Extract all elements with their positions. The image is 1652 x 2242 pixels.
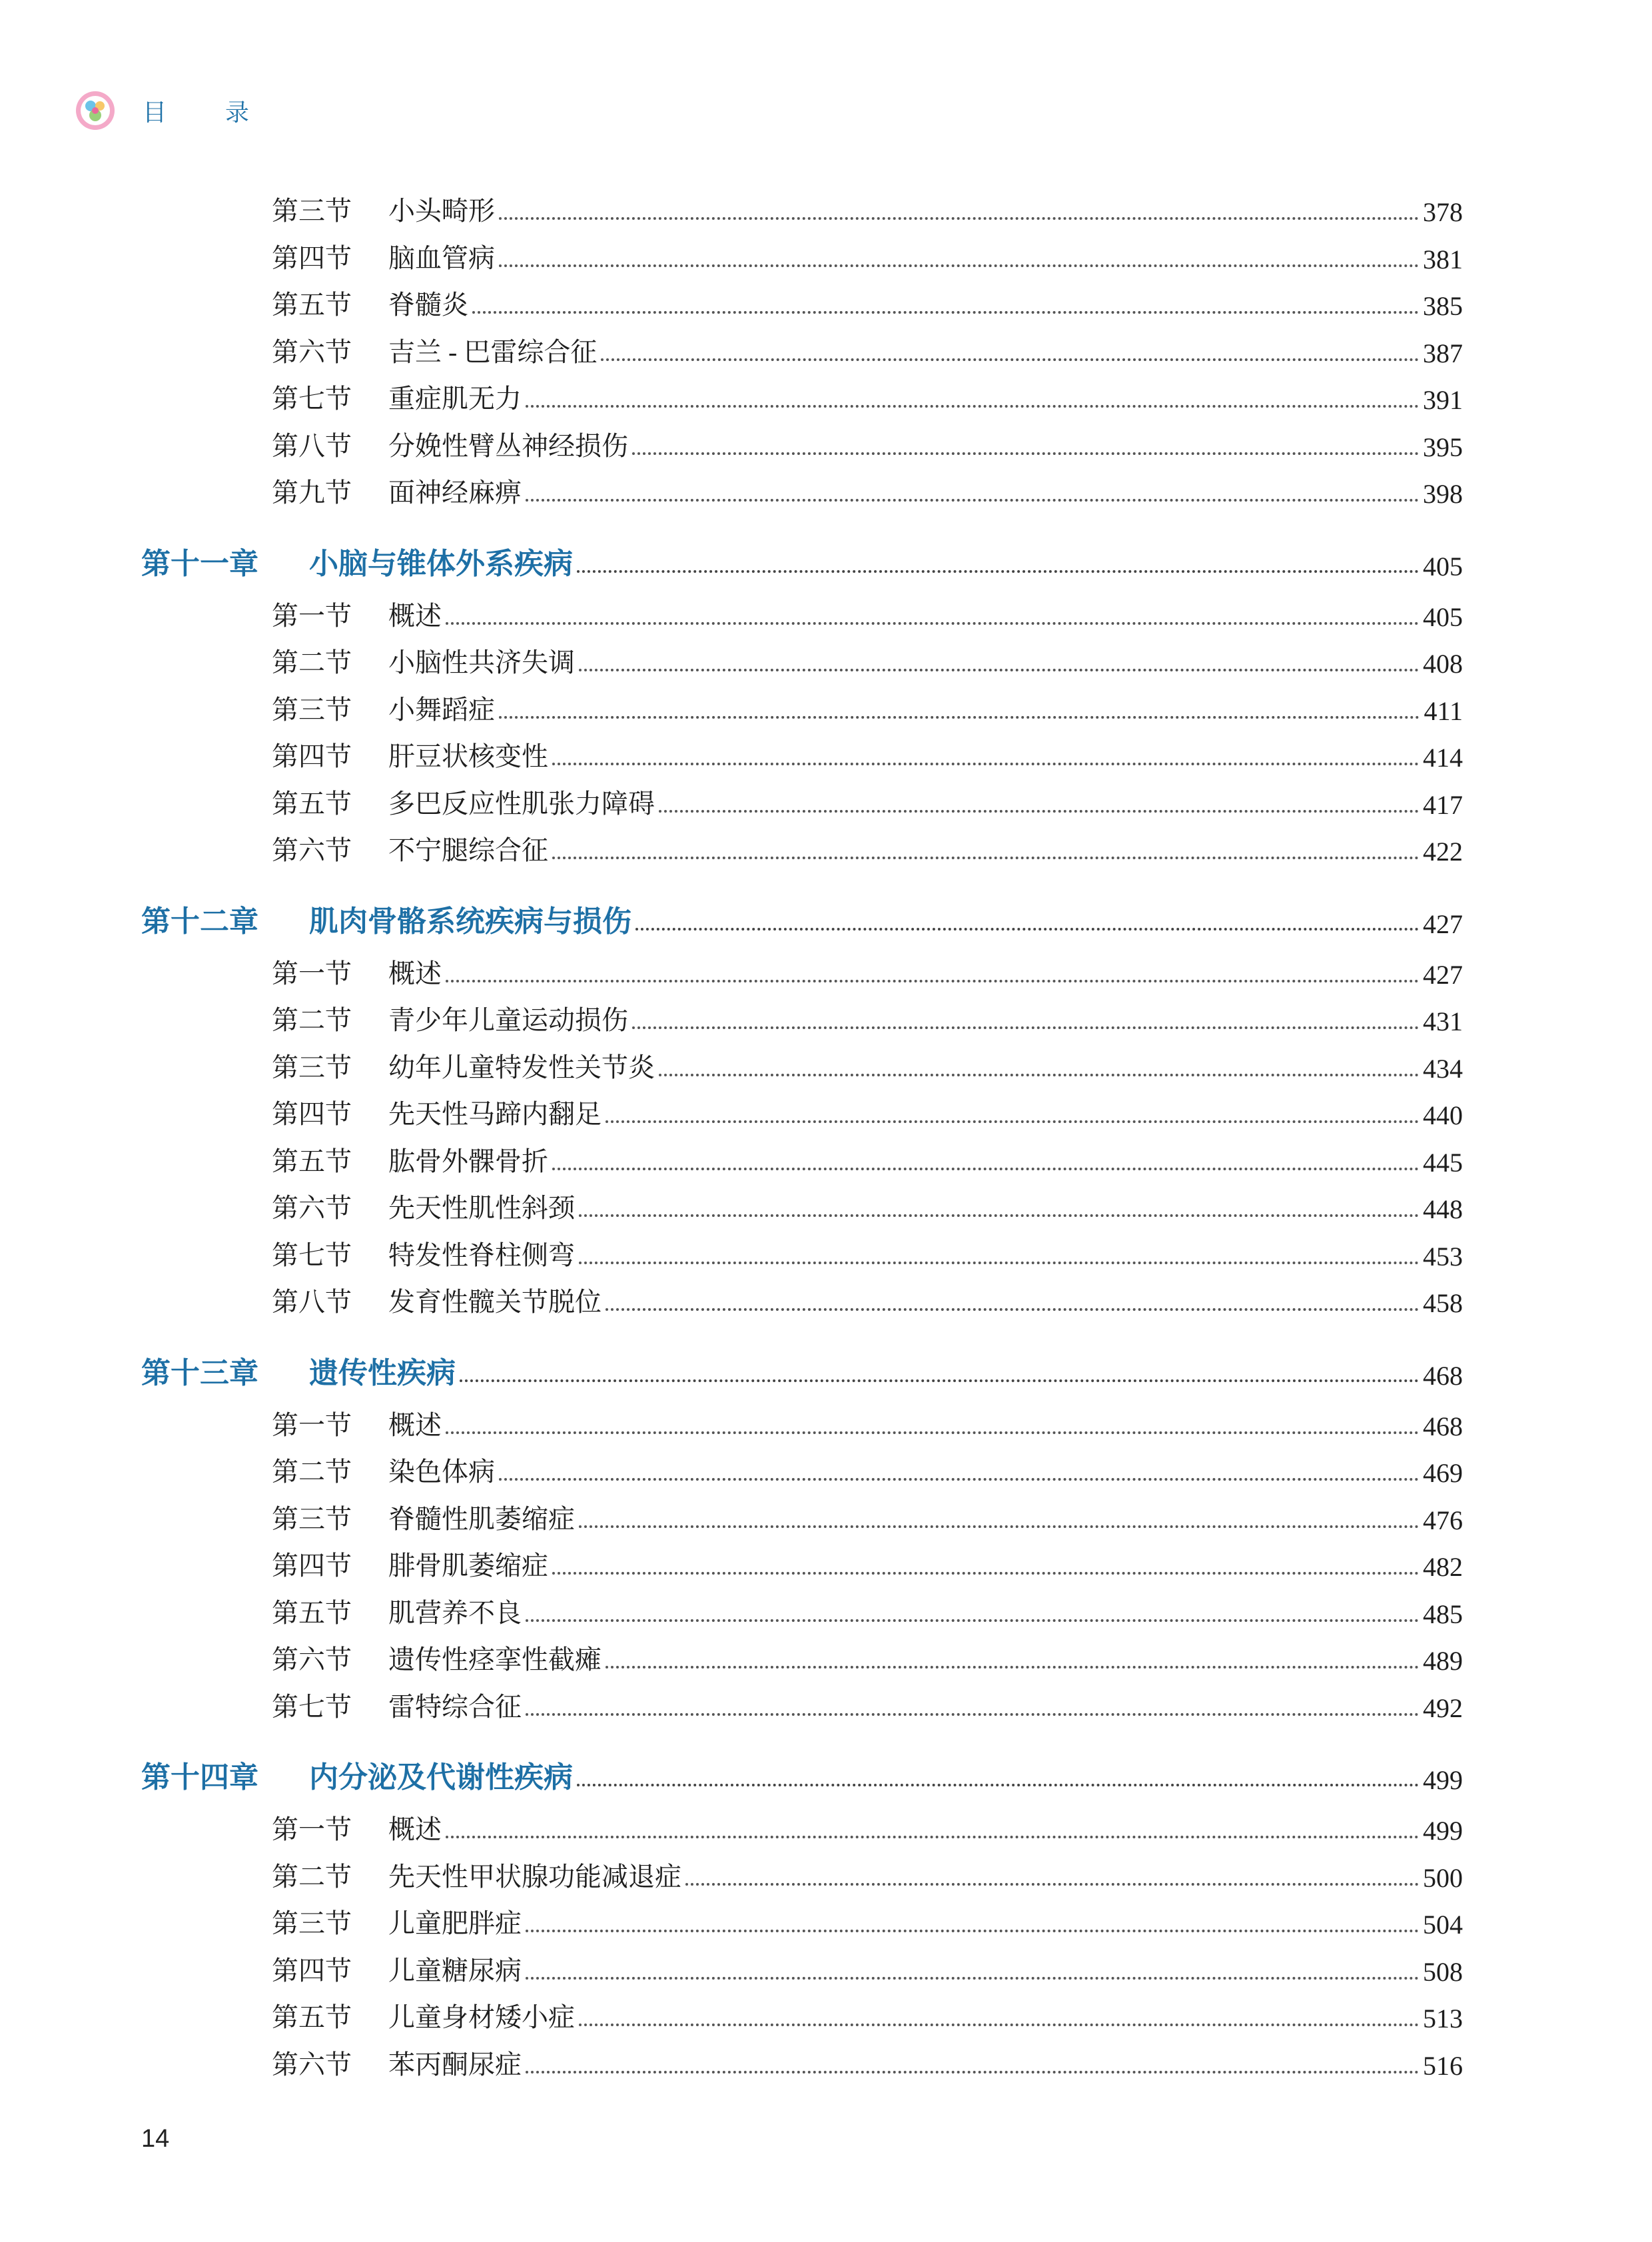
toc-section-row[interactable] bbox=[272, 1900, 1463, 1940]
section-label: 第五节 bbox=[272, 788, 352, 819]
page-ref: 434 bbox=[1423, 1053, 1463, 1084]
section-label: 第三节 bbox=[272, 1052, 352, 1082]
dot-leader bbox=[659, 1074, 1419, 1076]
page-ref: 499 bbox=[1423, 1765, 1463, 1795]
dot-leader bbox=[460, 1379, 1419, 1382]
dot-leader bbox=[577, 570, 1419, 573]
dot-leader bbox=[446, 622, 1419, 625]
section-label: 第六节 bbox=[272, 1193, 352, 1223]
page-ref: 482 bbox=[1423, 1552, 1463, 1582]
toc-section-row[interactable] bbox=[272, 470, 1463, 510]
dot-leader bbox=[526, 405, 1419, 408]
dot-leader bbox=[526, 499, 1419, 502]
section-label: 第七节 bbox=[272, 1691, 352, 1722]
section-label: 第四节 bbox=[272, 1955, 352, 1986]
section-label: 第五节 bbox=[272, 1146, 352, 1176]
page-ref: 500 bbox=[1423, 1862, 1463, 1893]
toc-section-row[interactable] bbox=[272, 235, 1463, 275]
toc-section-row[interactable] bbox=[272, 1684, 1463, 1724]
dot-leader bbox=[446, 1431, 1419, 1434]
section-title: 概述 bbox=[388, 1409, 442, 1440]
dot-leader bbox=[577, 1784, 1419, 1786]
section-title: 发育性髋关节脱位 bbox=[388, 1287, 602, 1317]
section-title: 染色体病 bbox=[388, 1457, 495, 1487]
section-title: 腓骨肌萎缩症 bbox=[388, 1551, 548, 1581]
page-ref: 453 bbox=[1423, 1241, 1463, 1272]
chapter-label: 第十二章 bbox=[141, 904, 258, 938]
page-number: 14 bbox=[141, 2125, 170, 2153]
section-label: 第四节 bbox=[272, 1099, 352, 1129]
colorful-circle-logo-icon bbox=[75, 90, 116, 131]
toc-section-row[interactable] bbox=[272, 1948, 1463, 1988]
section-title: 多巴反应性肌张力障碍 bbox=[388, 788, 655, 819]
page-ref: 405 bbox=[1423, 601, 1463, 632]
section-title: 脑血管病 bbox=[388, 242, 495, 273]
page-ref: 411 bbox=[1424, 695, 1463, 726]
section-title: 吉兰 - 巴雷综合征 bbox=[388, 336, 598, 367]
dot-leader bbox=[601, 358, 1419, 361]
section-label: 第三节 bbox=[272, 1503, 352, 1534]
page-ref: 445 bbox=[1423, 1147, 1463, 1178]
dot-leader bbox=[446, 980, 1419, 982]
toc-chapter-row[interactable] bbox=[141, 538, 1463, 582]
page-ref: 387 bbox=[1423, 338, 1463, 368]
page-ref: 489 bbox=[1423, 1646, 1463, 1676]
toc-section-row[interactable] bbox=[272, 1402, 1463, 1442]
page-ref: 417 bbox=[1423, 789, 1463, 820]
section-label: 第七节 bbox=[272, 1240, 352, 1270]
page-ref: 476 bbox=[1423, 1505, 1463, 1535]
dot-leader bbox=[526, 1977, 1419, 1980]
section-label: 第五节 bbox=[272, 2002, 352, 2032]
toc-section-row[interactable] bbox=[272, 1449, 1463, 1489]
section-label: 第四节 bbox=[272, 1551, 352, 1581]
dot-leader bbox=[659, 810, 1419, 813]
chapter-title: 小脑与锥体外系疾病 bbox=[309, 546, 573, 581]
toc-section-row[interactable] bbox=[272, 733, 1463, 773]
section-title: 肌营养不良 bbox=[388, 1597, 522, 1628]
dot-leader bbox=[526, 2071, 1419, 2073]
dot-leader bbox=[499, 217, 1419, 220]
section-title: 儿童身材矮小症 bbox=[388, 2002, 575, 2032]
toc-section-row[interactable] bbox=[272, 1543, 1463, 1583]
toc-chapter-row[interactable] bbox=[141, 896, 1463, 940]
section-title: 分娩性臂丛神经损伤 bbox=[388, 430, 628, 461]
dot-leader bbox=[579, 669, 1419, 671]
section-title: 特发性脊柱侧弯 bbox=[388, 1240, 575, 1270]
page-ref: 398 bbox=[1423, 479, 1463, 509]
section-title: 雷特综合征 bbox=[388, 1691, 522, 1722]
dot-leader bbox=[635, 928, 1419, 931]
section-label: 第三节 bbox=[272, 196, 352, 226]
page-ref: 468 bbox=[1423, 1360, 1463, 1391]
dot-leader bbox=[579, 2024, 1419, 2026]
section-title: 先天性肌性斜颈 bbox=[388, 1193, 575, 1223]
section-title: 幼年儿童特发性关节炎 bbox=[388, 1052, 655, 1082]
section-title: 概述 bbox=[388, 958, 442, 988]
dot-leader bbox=[526, 1930, 1419, 1932]
section-label: 第一节 bbox=[272, 958, 352, 988]
chapter-title: 内分泌及代谢性疾病 bbox=[309, 1760, 573, 1794]
page-ref: 504 bbox=[1423, 1910, 1463, 1940]
dot-leader bbox=[472, 311, 1419, 314]
page-ref: 448 bbox=[1423, 1194, 1463, 1224]
toc-section-row[interactable] bbox=[272, 1994, 1463, 2034]
page-ref: 427 bbox=[1423, 959, 1463, 990]
header-title: 目录 bbox=[143, 99, 308, 127]
toc-section-row[interactable] bbox=[272, 687, 1463, 727]
section-title: 青少年儿童运动损伤 bbox=[388, 1005, 628, 1035]
section-title: 先天性马蹄内翻足 bbox=[388, 1099, 602, 1129]
toc-section-row[interactable] bbox=[272, 423, 1463, 463]
section-title: 不宁腿综合征 bbox=[388, 835, 548, 865]
section-title: 脊髓性肌萎缩症 bbox=[388, 1503, 575, 1534]
chapter-label: 第十三章 bbox=[141, 1355, 258, 1390]
section-title: 小头畸形 bbox=[388, 196, 495, 226]
toc-section-row[interactable] bbox=[272, 781, 1463, 821]
page-ref: 513 bbox=[1423, 2004, 1463, 2034]
chapter-label: 第十一章 bbox=[141, 546, 258, 581]
dot-leader bbox=[499, 1478, 1419, 1481]
toc-section-row[interactable] bbox=[272, 1854, 1463, 1894]
page-ref: 499 bbox=[1423, 1816, 1463, 1846]
toc-section-row[interactable] bbox=[272, 282, 1463, 322]
section-title: 肝豆状核变性 bbox=[388, 741, 548, 771]
dot-leader bbox=[446, 1836, 1419, 1838]
page-ref: 485 bbox=[1423, 1599, 1463, 1629]
toc-section-row[interactable] bbox=[272, 639, 1463, 679]
section-title: 儿童肥胖症 bbox=[388, 1908, 522, 1938]
dot-leader bbox=[526, 1619, 1419, 1622]
section-title: 遗传性痉挛性截瘫 bbox=[388, 1645, 602, 1675]
section-label: 第八节 bbox=[272, 1287, 352, 1317]
dot-leader bbox=[526, 1713, 1419, 1716]
page-ref: 427 bbox=[1423, 909, 1463, 939]
page-ref: 431 bbox=[1423, 1006, 1463, 1036]
toc-section-row[interactable] bbox=[272, 1091, 1463, 1131]
toc-section-row[interactable] bbox=[272, 827, 1463, 867]
dot-leader bbox=[632, 1026, 1419, 1029]
section-label: 第二节 bbox=[272, 1005, 352, 1035]
section-title: 重症肌无力 bbox=[388, 384, 522, 414]
section-label: 第二节 bbox=[272, 1457, 352, 1487]
section-label: 第五节 bbox=[272, 290, 352, 320]
section-title: 概述 bbox=[388, 600, 442, 631]
page-ref: 395 bbox=[1423, 432, 1463, 462]
toc-section-row[interactable] bbox=[272, 1232, 1463, 1272]
dot-leader bbox=[606, 1120, 1419, 1123]
toc-section-row[interactable] bbox=[272, 1138, 1463, 1178]
page-ref: 468 bbox=[1423, 1411, 1463, 1441]
page-ref: 458 bbox=[1423, 1288, 1463, 1318]
section-title: 苯丙酮尿症 bbox=[388, 2049, 522, 2079]
section-label: 第八节 bbox=[272, 430, 352, 461]
section-label: 第六节 bbox=[272, 336, 352, 367]
page-ref: 508 bbox=[1423, 1956, 1463, 1987]
dot-leader bbox=[606, 1308, 1419, 1311]
section-label: 第六节 bbox=[272, 1645, 352, 1675]
dot-leader bbox=[579, 1262, 1419, 1264]
section-title: 先天性甲状腺功能减退症 bbox=[388, 1861, 681, 1892]
section-label: 第一节 bbox=[272, 600, 352, 631]
toc-section-row[interactable] bbox=[272, 997, 1463, 1037]
section-label: 第四节 bbox=[272, 741, 352, 771]
section-title: 小脑性共济失调 bbox=[388, 647, 575, 677]
dot-leader bbox=[552, 1572, 1419, 1575]
section-label: 第六节 bbox=[272, 835, 352, 865]
toc-section-row[interactable] bbox=[272, 1496, 1463, 1536]
toc-section-row[interactable] bbox=[272, 1044, 1463, 1084]
toc-chapter-row[interactable] bbox=[141, 1752, 1463, 1796]
section-title: 概述 bbox=[388, 1814, 442, 1844]
section-label: 第三节 bbox=[272, 694, 352, 725]
section-label: 第四节 bbox=[272, 242, 352, 273]
section-label: 第七节 bbox=[272, 384, 352, 414]
section-label: 第一节 bbox=[272, 1409, 352, 1440]
page-ref: 422 bbox=[1423, 837, 1463, 867]
dot-leader bbox=[552, 1168, 1419, 1170]
dot-leader bbox=[579, 1525, 1419, 1528]
section-label: 第二节 bbox=[272, 1861, 352, 1892]
section-title: 儿童糖尿病 bbox=[388, 1955, 522, 1986]
section-title: 肱骨外髁骨折 bbox=[388, 1146, 548, 1176]
toc-section-row[interactable] bbox=[272, 950, 1463, 990]
section-title: 面神经麻痹 bbox=[388, 478, 522, 508]
toc-section-row[interactable] bbox=[272, 1637, 1463, 1677]
toc-section-row[interactable] bbox=[272, 1590, 1463, 1630]
page-ref: 440 bbox=[1423, 1100, 1463, 1130]
section-label: 第三节 bbox=[272, 1908, 352, 1938]
page-ref: 469 bbox=[1423, 1458, 1463, 1488]
section-label: 第九节 bbox=[272, 478, 352, 508]
toc-section-row[interactable] bbox=[272, 1185, 1463, 1225]
dot-leader bbox=[606, 1666, 1419, 1669]
dot-leader bbox=[552, 857, 1419, 859]
page-ref: 516 bbox=[1423, 2050, 1463, 2081]
chapter-label: 第十四章 bbox=[141, 1760, 258, 1794]
page-ref: 414 bbox=[1423, 743, 1463, 773]
page-header bbox=[75, 84, 308, 137]
dot-leader bbox=[552, 763, 1419, 765]
section-label: 第二节 bbox=[272, 647, 352, 677]
section-label: 第五节 bbox=[272, 1597, 352, 1628]
toc-chapter-row[interactable] bbox=[141, 1347, 1463, 1391]
toc-section-row[interactable] bbox=[272, 1806, 1463, 1846]
chapter-title: 遗传性疾病 bbox=[309, 1355, 456, 1390]
toc-section-row[interactable] bbox=[272, 376, 1463, 416]
page-ref: 405 bbox=[1423, 551, 1463, 581]
dot-leader bbox=[685, 1883, 1419, 1886]
section-label: 第一节 bbox=[272, 1814, 352, 1844]
dot-leader bbox=[632, 452, 1419, 455]
chapter-title: 肌肉骨骼系统疾病与损伤 bbox=[309, 904, 631, 938]
page-ref: 408 bbox=[1423, 649, 1463, 679]
toc-section-row[interactable] bbox=[272, 2042, 1463, 2081]
page-ref: 391 bbox=[1423, 385, 1463, 415]
page-ref: 381 bbox=[1423, 244, 1463, 274]
toc-section-row[interactable] bbox=[272, 329, 1463, 369]
toc-section-row[interactable] bbox=[272, 593, 1463, 633]
page-ref: 378 bbox=[1423, 197, 1463, 227]
section-label: 第六节 bbox=[272, 2049, 352, 2079]
toc-section-row[interactable] bbox=[272, 1279, 1463, 1319]
section-title: 脊髓炎 bbox=[388, 290, 468, 320]
page-ref: 492 bbox=[1423, 1692, 1463, 1723]
page-ref: 385 bbox=[1423, 291, 1463, 321]
section-title: 小舞蹈症 bbox=[388, 694, 495, 725]
dot-leader bbox=[579, 1214, 1419, 1217]
dot-leader bbox=[499, 264, 1419, 267]
dot-leader bbox=[499, 716, 1420, 719]
toc-section-row[interactable] bbox=[272, 188, 1463, 228]
